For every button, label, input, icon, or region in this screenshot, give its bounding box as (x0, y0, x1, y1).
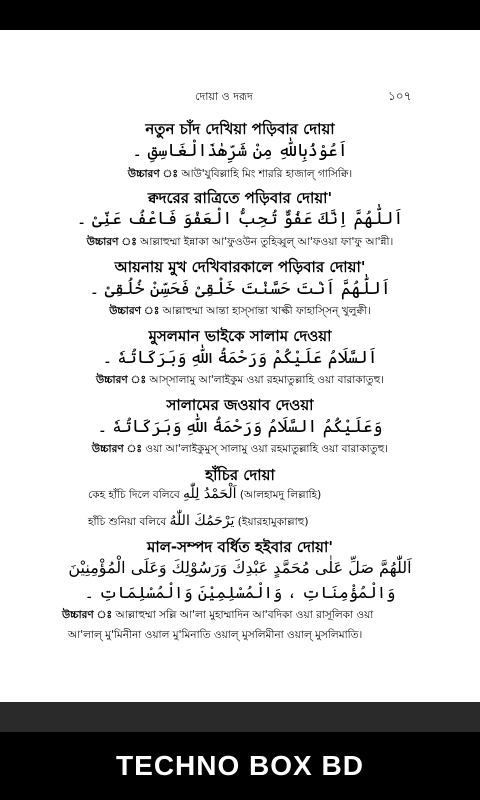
section-title: মাল-সম্পদ বর্ধিত হইবার দোয়া' (147, 538, 333, 556)
page-number: ১০৭ (388, 89, 412, 103)
pronunciation (0, 373, 480, 390)
pronunciation-label: উচ্চারণ ঃ (127, 168, 179, 180)
arabic-text: وَالْمُؤْمِنَاتِ ، وَالْمُسْلِمِيْنَ وَالْمُسْلِمَاتِ ۔ (84, 583, 396, 602)
pronunciation-label: উচ্চারণ ঃ (86, 236, 137, 248)
pronunciation-text: আউ'যুবিল্লাহি মিং শাররি হাজাল্ গাসিক্বি। (181, 168, 353, 180)
arabic-text: اَللّٰهُمَّ صَلِّ عَلٰى مُحَمَّدٍ عَبْدِكَ وَرَسُوْلِكَ وَعَلَى الْمُؤْمِنِيْنَ (68, 558, 412, 577)
pronunciation (0, 304, 480, 321)
arabic-text: اَلسَّلَامُ عَلَيْكُمْ وَرَحْمَةُ اللّٰهِ وَبَرَكَاتُهٗ ۔ (102, 348, 378, 368)
sneeze-line-1 (88, 486, 321, 505)
section-title: মুসলমান ভাইকে সালাম দেওয়া (148, 327, 332, 345)
arabic-text: اَللّٰهُمَّ اِنَّكَ عَفُوٌّ تُحِبُّ الْعَفْوَ فَاعْفُ عَنِّىْ ۔ (76, 209, 404, 229)
pronunciation-continued: আ'লাল্ মু'মিনীনা ওয়াল মু'মিনাতি ওয়াল্ মুসলিমীনা ওয়াল্ মুসলিমাতি। (68, 629, 363, 641)
app-banner[interactable] (0, 732, 480, 800)
running-header-title: দোয়া ও দরূদ (195, 90, 253, 103)
pronunciation-text: আল্লাহুম্মা সল্লি আ'লা মুহাম্মাদিন আ'বদিকা ওয়া রাসূলিকা ওয়া (115, 609, 374, 621)
pronunciation (0, 442, 480, 459)
pronunciation-label: উচ্চারণ ঃ (109, 305, 160, 317)
arabic-text: اَلْحَمْدُ لِلّٰهِ (183, 486, 237, 502)
arabic-text: اَللّٰهُمَّ اَنْتَ حَسَّنْتَ خَلْقِىْ فَحَسِّنْ خُلُقِىْ ۔ (89, 279, 391, 299)
instruction-text: কেহ হাঁচি দিলে বলিবে (88, 489, 180, 501)
pronunciation-label: উচ্চারণ ঃ (91, 443, 143, 455)
sneeze-line-2 (88, 513, 308, 532)
pronunciation-text: আস্সালামু আ'লাইকুম ওয়া রহমাতুল্লাহি ওয়া বারাকাতুহু। (149, 374, 385, 386)
arabic-text: وَعَلَيْكُمُ السَّلَامُ وَرَحْمَةُ اللّٰهِ وَبَرَكَاتُهٗ ۔ (97, 417, 383, 437)
reader-footer-bar (0, 702, 480, 732)
section-title: সালামের জওয়াব দেওয়া (166, 396, 314, 414)
pronunciation (0, 235, 480, 252)
document-page[interactable] (0, 30, 480, 702)
transliteration: (আলহামদু লিল্লাহি) (239, 489, 322, 501)
pronunciation (62, 608, 373, 625)
pronunciation-label: উচ্চারণ ঃ (62, 609, 113, 621)
section-title: ক্বদরের রাত্রিতে পড়িবার দোয়া' (147, 189, 333, 207)
pronunciation-label: উচ্চারণ ঃ (95, 374, 147, 386)
section-title: নতুন চাঁদ দেখিয়া পড়িবার দোয়া (145, 120, 335, 138)
section-title: হাঁচির দোয়া (205, 466, 275, 484)
arabic-text: اَعُوْذُبِاللّٰهِ مِنْ شَرِّهٰذَالْغَاسِقِ ۔ (132, 141, 348, 161)
status-bar (0, 0, 480, 30)
pronunciation-text: আল্লাহুম্মা ইন্নাকা আ'ফুওউন তুহিব্বুল্ আ'ফওয়া ফা'ফু আ'ন্নী। (140, 236, 394, 248)
pronunciation-text: ওয়া আ'লাইকুমুস্ সালামু ওয়া রহমাতুল্লাহি ওয়া বারাকাতুহু। (145, 443, 389, 455)
pronunciation (0, 167, 480, 184)
pronunciation-text: আল্লাহুম্মা আন্তা হাস্সান্তা খাল্কী ফাহাস্সিন্ খুলুক্বী। (162, 305, 371, 317)
arabic-text: يَرْحَمُكَ اللّٰهُ (169, 513, 235, 529)
banner-text: TECHNO BOX BD (116, 750, 364, 781)
section-title: আয়নায় মুখ দেখিবারকালে পড়িবার দোয়া' (114, 258, 366, 276)
instruction-text: হাঁচি শুনিয়া বলিবে (88, 516, 167, 528)
transliteration: (ইয়ারহামুকাল্লাহু) (237, 516, 309, 528)
